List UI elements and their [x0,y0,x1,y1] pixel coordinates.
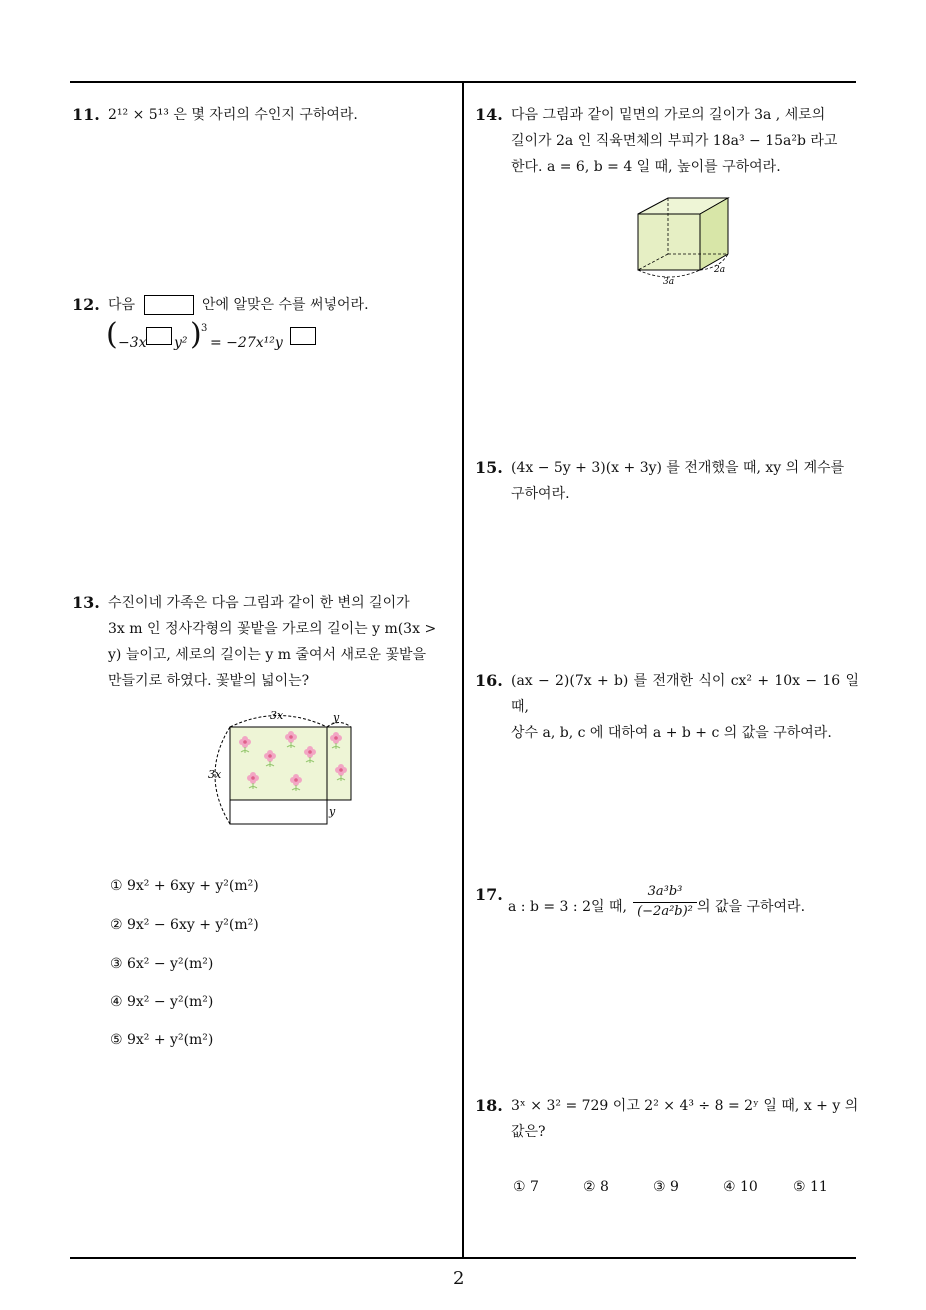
choice-5[interactable]: ⑤ 11 [793,1179,828,1195]
fraction [633,882,697,921]
choice-1[interactable]: ① 9x² + 6xy + y²(m²) [110,878,259,894]
column-divider [462,82,464,1258]
question-number: 16. [475,671,503,690]
label-left: 3x [208,768,222,781]
choice-3[interactable]: ③ 6x² − y²(m²) [110,956,214,972]
label-side: 2a [714,265,726,275]
blank-box-exponent-y [290,327,316,345]
choice-4[interactable]: ④ 10 [723,1179,758,1195]
eq-right: = −27x¹²y [210,335,283,351]
cuboid-front-face [638,214,700,270]
eq-power: 3 [201,323,208,334]
choice-4[interactable]: ④ 9x² − y²(m²) [110,994,214,1010]
question-text: 2¹² × 5¹³ 은 몇 자리의 수인지 구하여라. [108,107,358,123]
text-line: 상수 a, b, c 에 대하여 a + b + c 의 값을 구하여라. [511,725,832,741]
right-paren: ) [190,317,202,352]
page-number: 2 [453,1268,465,1289]
question-number: 12. [72,295,100,314]
text-line: (4x − 5y + 3)(x + 3y) 를 전개했을 때, xy 의 계수를 [511,460,845,476]
question-number: 13. [72,593,100,612]
question-number: 14. [475,105,503,124]
answer-blank-box [144,295,194,315]
text-line: 값은? [511,1124,546,1140]
label-right-bottom: y [329,805,336,818]
text-line: y) 늘이고, 세로의 길이는 y m 줄여서 새로운 꽃밭을 [108,647,427,663]
left-paren: ( [106,317,118,352]
choice-5[interactable]: ⑤ 9x² + y²(m²) [110,1032,214,1048]
fraction-denominator: (−2a²b)² [633,902,697,921]
eq-left-a: −3x [118,335,147,351]
question-number: 11. [72,105,100,124]
question-text [511,668,859,746]
cuboid-figure [628,192,738,288]
choice-2[interactable]: ② 8 [583,1179,609,1195]
text-line: 수진이네 가족은 다음 그림과 같이 한 변의 길이가 [108,595,410,611]
eq-left-b: y² [174,335,188,351]
equation [106,317,446,360]
front-dimension-arc [638,270,700,277]
text-line: 길이가 2a 인 직육면체의 부피가 18a³ − 15a²b 라고 [511,133,838,149]
text-line: 3x m 인 정사각형의 꽃밭을 가로의 길이는 y m(3x > [108,621,437,637]
question-number: 15. [475,458,503,477]
text-line: 3ˣ × 3² = 729 이고 2² × 4³ ÷ 8 = 2ʸ 일 때, x + y 의 [511,1098,859,1114]
label-front: 3a [663,277,675,287]
q17-suffix: 의 값을 구하여라. [697,899,806,915]
text-line: 구하여라. [511,486,570,502]
question-17 [475,882,859,932]
label-top: 3x [270,709,284,722]
choice-3[interactable]: ③ 9 [653,1179,679,1195]
text-before: 다음 [108,297,136,313]
question-text [108,590,456,694]
text-after: 안에 알맞은 수를 써넣어라. [201,297,369,313]
q17-prefix: a : b = 3 : 2일 때, [508,899,627,915]
choice-2[interactable]: ② 9x² − 6xy + y²(m²) [110,917,259,933]
question-text [511,102,859,180]
fraction-numerator: 3a³b³ [647,884,683,899]
label-right-top: y [333,711,340,724]
question-text [511,1093,859,1145]
flower-field-figure [200,706,370,830]
text-line: 다음 그림과 같이 밑면의 가로의 길이가 3a , 세로의 [511,107,826,123]
text-line: 만들기로 하였다. 꽃밭의 넓이는? [108,673,310,689]
text-line: 한다. a = 6, b = 4 일 때, 높이를 구하여라. [511,159,781,175]
blank-box-exponent-x [146,327,172,345]
question-text [511,455,859,507]
text-line: (ax − 2)(7x + b) 를 전개한 식이 cx² + 10x − 16 일 때, [511,673,859,715]
removed-strip [230,800,327,824]
question-text [108,292,458,318]
question-number: 17. [475,885,503,904]
question-number: 18. [475,1096,503,1115]
choice-1[interactable]: ① 7 [513,1179,539,1195]
